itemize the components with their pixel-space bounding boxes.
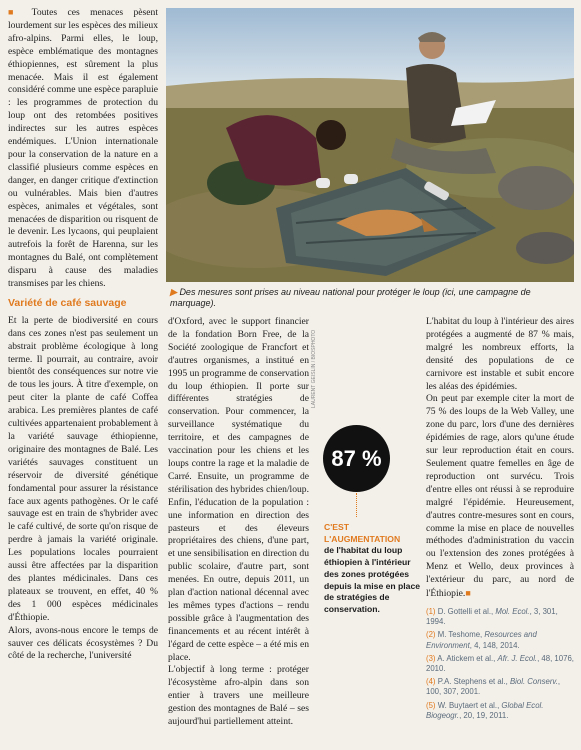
- article-column-1: [8, 6, 158, 663]
- references-list: [426, 607, 574, 721]
- photo-credit: LAURENT GEISLIN / BIOSPHOTO: [311, 329, 317, 408]
- article-column-3: [426, 316, 574, 724]
- reference-item: (5) W. Buytaert et al., Global Ecol. Biogeogr., 20, 19, 2011.: [426, 700, 544, 720]
- reference-item: (4) P.A. Stephens et al., Biol. Conserv., 100, 307, 2001.: [426, 677, 561, 697]
- stat-circle: 87 %: [323, 425, 390, 492]
- caption-text: Des mesures sont prises au niveau national pour protéger le loup (ici, une campagne de marquage).: [170, 287, 531, 308]
- end-mark-icon: ■: [465, 588, 471, 599]
- epidemic-text: On peut par exemple citer la mort de 75 % des loups de la Web Valley, une zone du parc, lors d'une des dernières épidémies de rage, alors qu'une étude sur leur reproduction était en cours. Seulement quatre femelles en âge de reproduction ont survécu. Trois d'entre elles ont réussi à se reproduire malgré l'épidémie. Heureusement, d'autres contre-mesures sont en cours, comme la mise en place de nouvelles méthodes d'administration du vaccin ou l'extension des zones protégées à Menz et Wello, deux provinces à l'extérieur du parc, au nord de l'Éthiopie.: [426, 393, 574, 600]
- stat-callout: [324, 522, 422, 616]
- habitat-paragraph: L'habitat du loup à l'intérieur des aires protégées a augmenté de 87 % mais, malgré les nombreux efforts, la densité des populations de ce carnivore est instable et subit encore les aléas des épidémies.: [426, 316, 574, 392]
- coffee-paragraph: Et la perte de biodiversité en cours dans ces zones n'est pas seulement un abstrait problème écologique à long terme. Il pourrait, au contraire, avoir bientôt des conséquences sur notre vie de tous les jours. À titre d'exemple, on peut citer la plante de café Coffea arabica. Les premières plantes de café cultivées appartenaient probablement à la variété sauvage éthiopienne, originaire des montagnes de Balé. Les variétés sauvages constituent un réservoir de diversité génétique fondamental pour assurer la résistance face aux agents pathogènes. Or le café sauvage est en train de s'hybrider avec le café cultivé, de sorte qu'on risque de perdre à jamais la variété originale. Les populations locales pourraient aussi être affectées par la disparition des plantes médicinales. Dans ces plateaux se trouvent, en effet, 40 % des 1 000 espèces médicinales d'Éthiopie.: [8, 314, 158, 623]
- intro-paragraph: [8, 6, 158, 291]
- photo-caption: ▶ Des mesures sont prises au niveau national pour protéger le loup (ici, une campagne de marquage).: [170, 287, 531, 308]
- oxford-paragraph: d'Oxford, avec le support financier de la fondation Born Free, de la Société zoologique de Francfort et d'autres organismes, a institué en 1995 un programme de conservation du loup éthiopien. Il porte sur différentes stratégies de conservation. Pour commencer, la surveillance systématique du territoire, et des campagnes de vaccination pour les chiens et les loups contre la rage et la maladie de Carré. Ensuite, un programme de stérilisation des hybrides chien/loup. Enfin, l'éducation de la population : une information en direction des pasteurs et des éleveurs propriétaires des chiens, d'une part, et une sensibilisation en direction du public scolaire, d'autre part, sont menées. En outre, depuis 2011, un plan d'action national décennal avec les mêmes types d'actions – rendu possible grâce à l'augmentation des financements et au récent intérêt à l'égard de cette espèce – a été mis en place.: [168, 316, 309, 663]
- objective-paragraph: L'objectif à long terme : protéger l'écosystème afro-alpin dans son entier à travers une meilleure gestion des montagnes de Balé – ses aujourd'hui partiellement atteint.: [168, 664, 309, 728]
- photo-illustration: [166, 8, 574, 282]
- section-heading: Variété de café sauvage: [8, 296, 127, 309]
- stat-connector: [356, 493, 369, 517]
- bullet-icon: ■: [8, 7, 22, 17]
- reference-item: (2) M. Teshome, Resources and Environment, 4, 148, 2014.: [426, 630, 537, 650]
- article-column-2: [168, 316, 309, 729]
- wolf-marking-photo: [166, 8, 574, 282]
- intro-text: Toutes ces menaces pèsent lourdement sur les espèces des milieux afro-alpins. Parmi elles, le loup, espèce emblématique des montagnes éthiopiennes, est sûrement la plus menacée. Mais il est également considéré comme une espèce parapluie : les programmes de protection du loup ont des retombées positives indirectes sur les autres espèces endémiques. L'Union internationale pour la conservation de la nature en a classifié plusieurs comme espèces en danger, en danger critique d'extinction ou vulnérables. Mais bien d'autres espèces, animales et végétales, sont menacées de disparition ou risquent de le devenir. Les lycaons, qui peuplaient autrefois la forêt de Harenna, sur les montagnes du Balé, ont complètement disparu à cause des maladies transmises par les chiens.: [8, 7, 159, 290]
- closing-paragraph: Alors, avons-nous encore le temps de sauver ces délicats écosystèmes ? Du côté de la recherche, l'université: [8, 624, 158, 662]
- stat-text: de l'habitat du loup éthiopien à l'intérieur des zones protégées depuis la mise en place de stratégies de conservation.: [324, 545, 421, 614]
- reference-item: (3) A. Atickem et al., Afr. J. Ecol., 48, 1076, 2010.: [426, 653, 574, 673]
- stat-lead: C'EST L'AUGMENTATION: [324, 522, 401, 544]
- epidemic-paragraph: [426, 393, 574, 601]
- reference-item: (1) D. Gottelli et al., Mol. Ecol., 3, 301, 1994.: [426, 606, 558, 627]
